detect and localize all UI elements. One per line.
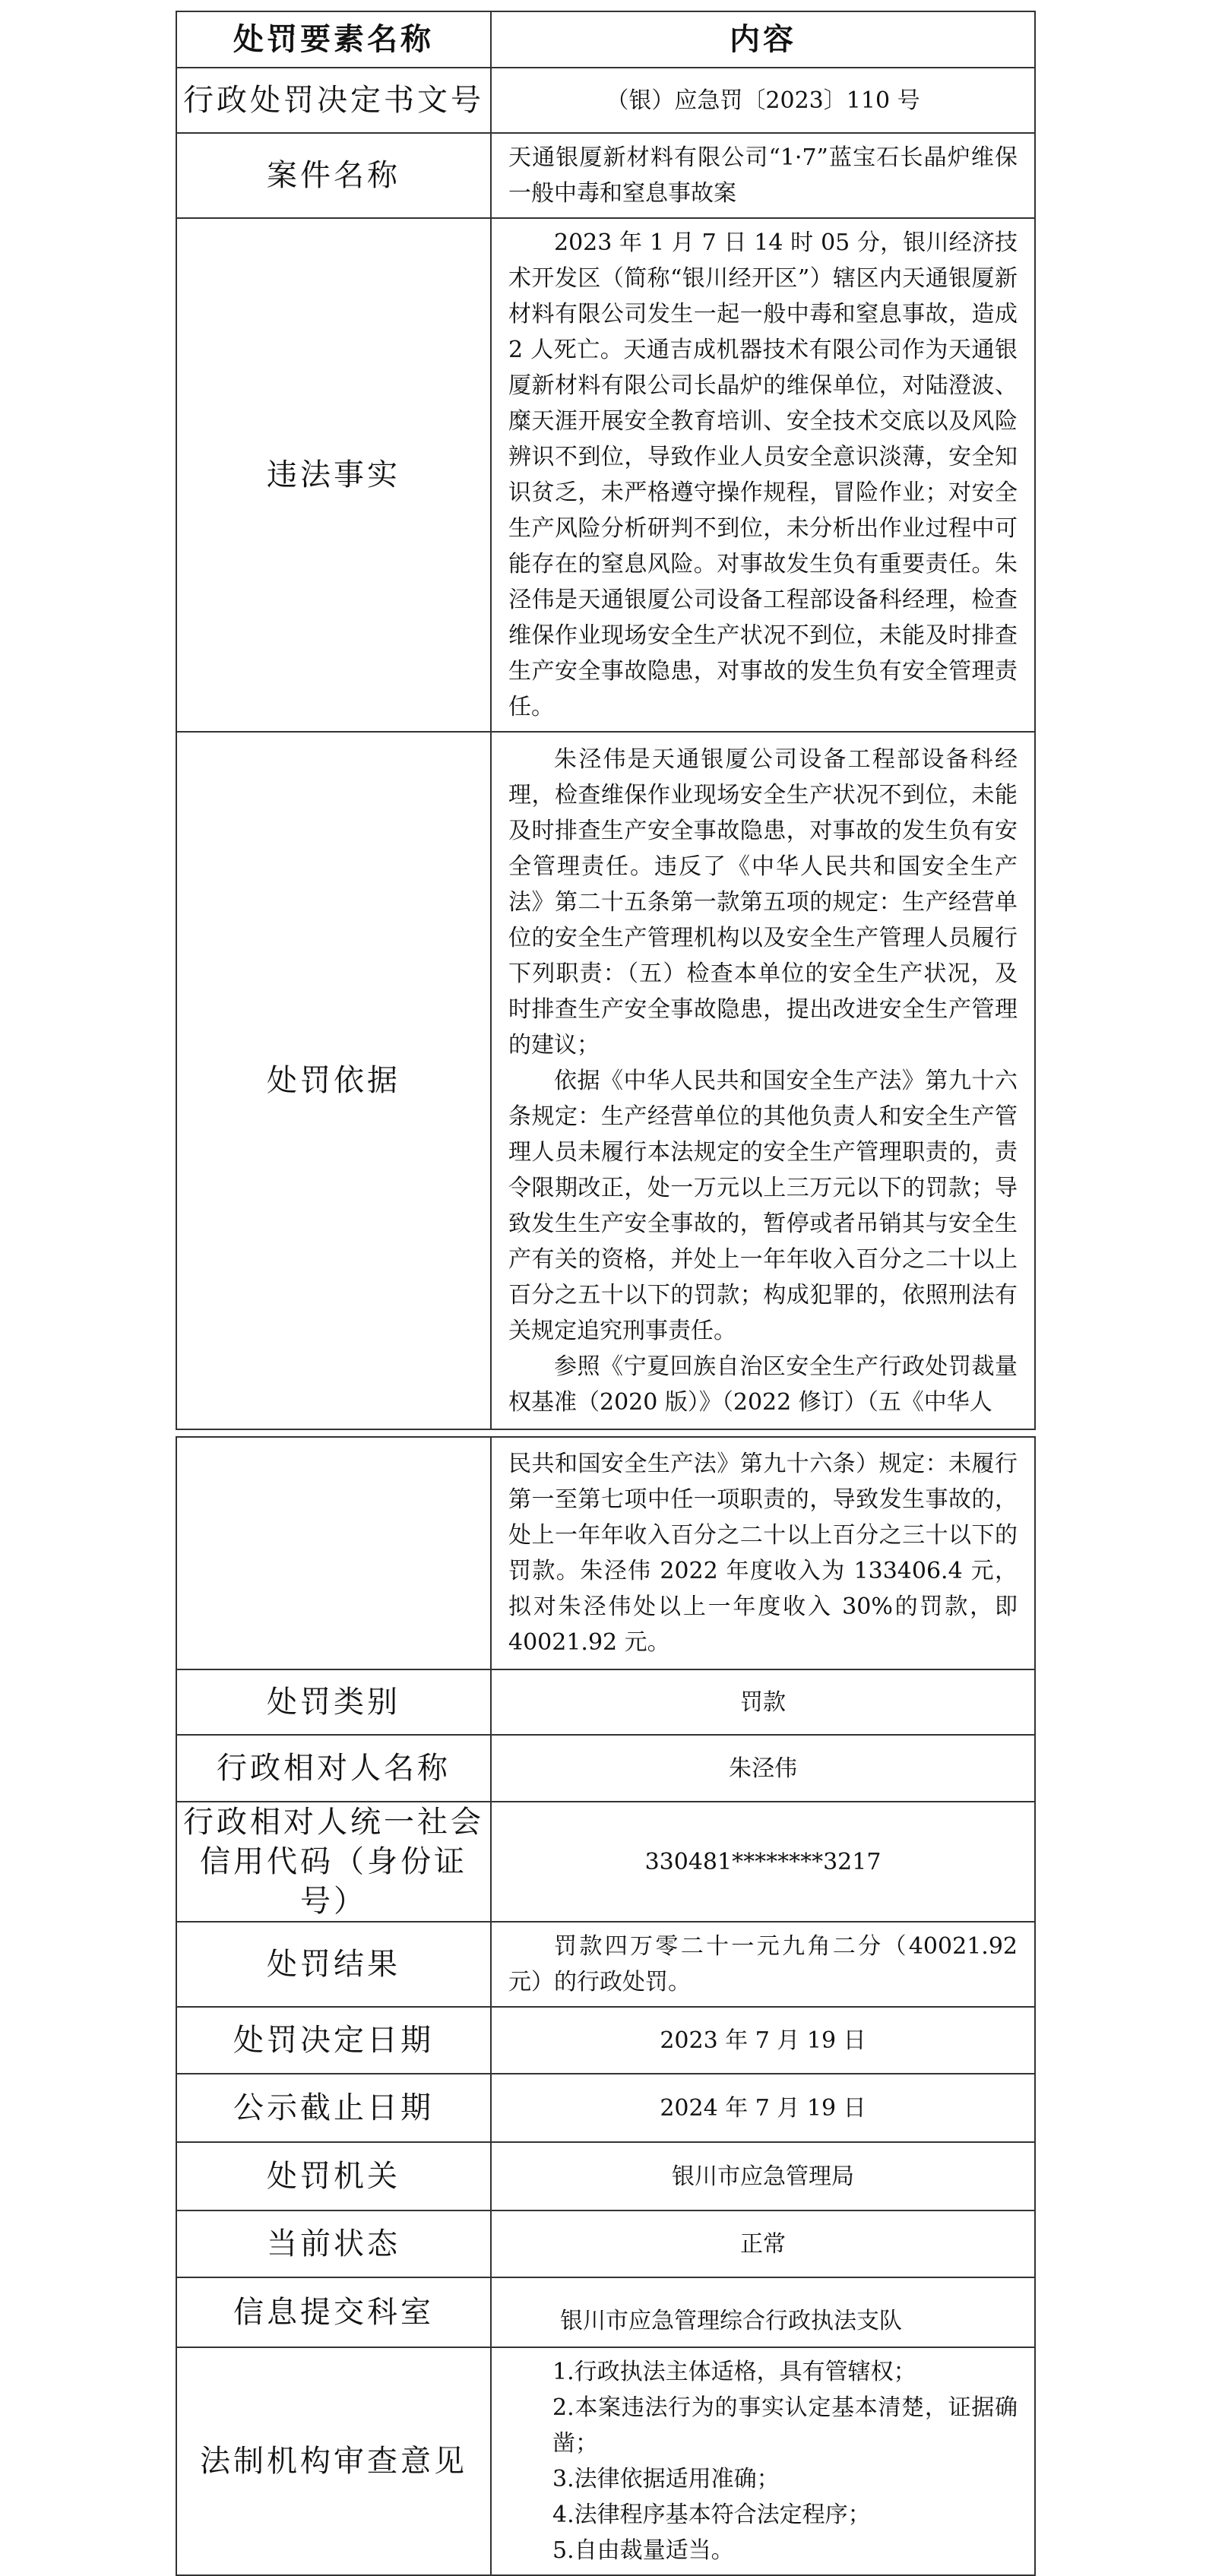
row-decision-date: [176, 2007, 1035, 2074]
value-result: [491, 1922, 1035, 2007]
row-dept: [176, 2277, 1035, 2347]
label-decision-date: 处罚决定日期: [176, 2007, 491, 2074]
review-item-5: 5.自由裁量适当。: [552, 2537, 734, 2564]
row-facts: [176, 218, 1035, 732]
label-basis-continued: [176, 1437, 491, 1669]
label-case-name: 案件名称: [176, 133, 491, 218]
penalty-table-part-1: [176, 11, 1036, 1430]
review-item-3: 3.法律依据适用准确；: [552, 2466, 780, 2492]
result-text: 罚款四万零二十一元九角二分（40021.92 元）的行政处罚。: [508, 1933, 1018, 1995]
label-review: 法制机构审查意见: [176, 2347, 491, 2575]
row-category: [176, 1669, 1035, 1735]
value-status: 正常: [491, 2210, 1035, 2277]
row-case-name: [176, 133, 1035, 218]
value-basis: [491, 732, 1035, 1429]
review-item-1: 1.行政执法主体适格，具有管辖权；: [552, 2359, 916, 2385]
value-dept: 银川市应急管理综合行政执法支队: [491, 2277, 1035, 2347]
value-decision-date: 2023 年 7 月 19 日: [491, 2007, 1035, 2074]
value-doc-no: （银）应急罚〔2023〕110 号: [491, 68, 1035, 133]
row-status: [176, 2210, 1035, 2277]
label-status: 当前状态: [176, 2210, 491, 2277]
value-review: [491, 2347, 1035, 2575]
label-publish-end: 公示截止日期: [176, 2074, 491, 2142]
row-review: [176, 2347, 1035, 2575]
penalty-table-part-2: [176, 1436, 1036, 2576]
row-basis: [176, 732, 1035, 1429]
value-publish-end: 2024 年 7 月 19 日: [491, 2074, 1035, 2142]
row-doc-no: [176, 68, 1035, 133]
row-party-name: [176, 1735, 1035, 1802]
facts-paragraph: 2023 年 1 月 7 日 14 时 05 分，银川经济技术开发区（简称“银川经开区”）辖区内天通银厦新材料有限公司发生一起一般中毒和窒息事故，造成 2 人死亡。天通吉成机器技术有限公司作为天通银厦新材料有限公司长晶炉的维保单位，对陆澄波、糜天涯开展安全教育培训、安全技术交底以及风险辨识不到位，导致作业人员安全意识淡薄，安全知识贫乏，未严格遵守操作规程，冒险作业；对安全生产风险分析研判不到位，未分析出作业过程中可能存在的窒息风险。对事故发生负有重要责任。朱泾伟是天通银厦公司设备工程部设备科经理，检查维保作业现场安全生产状况不到位，未能及时排查生产安全事故隐患，对事故的发生负有安全管理责任。: [508, 229, 1018, 720]
label-party-name: 行政相对人名称: [176, 1735, 491, 1802]
row-result: [176, 1922, 1035, 2007]
basis-paragraph-4: 民共和国安全生产法》第九十六条）规定：未履行第一至第七项中任一项职责的，导致发生事故的，处上一年年收入百分之二十以上百分之三十以下的罚款。朱泾伟 2022 年度收入为 133406.4 元，拟对朱泾伟处以上一年度收入 30%的罚款，即 40021.92 元。: [508, 1451, 1018, 1656]
basis-paragraph-3: 参照《宁夏回族自治区安全生产行政处罚裁量权基准（2020 版）》（2022 修订）（五《中华人: [508, 1353, 1018, 1416]
row-credit-code: [176, 1802, 1035, 1922]
header-col-content: 内容: [491, 11, 1035, 68]
label-result: 处罚结果: [176, 1922, 491, 2007]
value-facts: [491, 218, 1035, 732]
label-category: 处罚类别: [176, 1669, 491, 1735]
row-publish-end: [176, 2074, 1035, 2142]
value-basis-continued: [491, 1437, 1035, 1669]
row-authority: [176, 2142, 1035, 2210]
basis-paragraph-1: 朱泾伟是天通银厦公司设备工程部设备科经理，检查维保作业现场安全生产状况不到位，未能及时排查生产安全事故隐患，对事故的发生负有安全管理责任。违反了《中华人民共和国安全生产法》第二十五条第一款第五项的规定：生产经营单位的安全生产管理机构以及安全生产管理人员履行下列职责：（五）检查本单位的安全生产状况，及时排查生产安全事故隐患，提出改进安全生产管理的建议；: [508, 745, 1018, 1059]
value-authority: 银川市应急管理局: [491, 2142, 1035, 2210]
basis-paragraph-2: 依据《中华人民共和国安全生产法》第九十六条规定：生产经营单位的其他负责人和安全生产管理人员未履行本法规定的安全生产管理职责的，责令限期改正，处一万元以上三万元以下的罚款；导致发生生产安全事故的，暂停或者吊销其与安全生产有关的资格，并处上一年年收入百分之二十以上百分之五十以下的罚款；构成犯罪的，依照刑法有关规定追究刑事责任。: [508, 1067, 1018, 1344]
value-party-name: 朱泾伟: [491, 1735, 1035, 1802]
header-row: [176, 11, 1035, 68]
label-credit-code: 行政相对人统一社会信用代码（身份证号）: [176, 1802, 491, 1922]
label-authority: 处罚机关: [176, 2142, 491, 2210]
value-category: 罚款: [491, 1669, 1035, 1735]
review-item-2: 2.本案违法行为的事实认定基本清楚，证据确凿；: [552, 2394, 1018, 2457]
review-item-4: 4.法律程序基本符合法定程序；: [552, 2502, 871, 2528]
label-doc-no: 行政处罚决定书文号: [176, 68, 491, 133]
value-case-name: 天通银厦新材料有限公司“1·7”蓝宝石长晶炉维保一般中毒和窒息事故案: [491, 133, 1035, 218]
label-facts: 违法事实: [176, 218, 491, 732]
value-credit-code: 330481********3217: [491, 1802, 1035, 1922]
row-basis-continued: [176, 1437, 1035, 1669]
label-basis: 处罚依据: [176, 732, 491, 1429]
header-col-name: 处罚要素名称: [176, 11, 491, 68]
label-dept: 信息提交科室: [176, 2277, 491, 2347]
